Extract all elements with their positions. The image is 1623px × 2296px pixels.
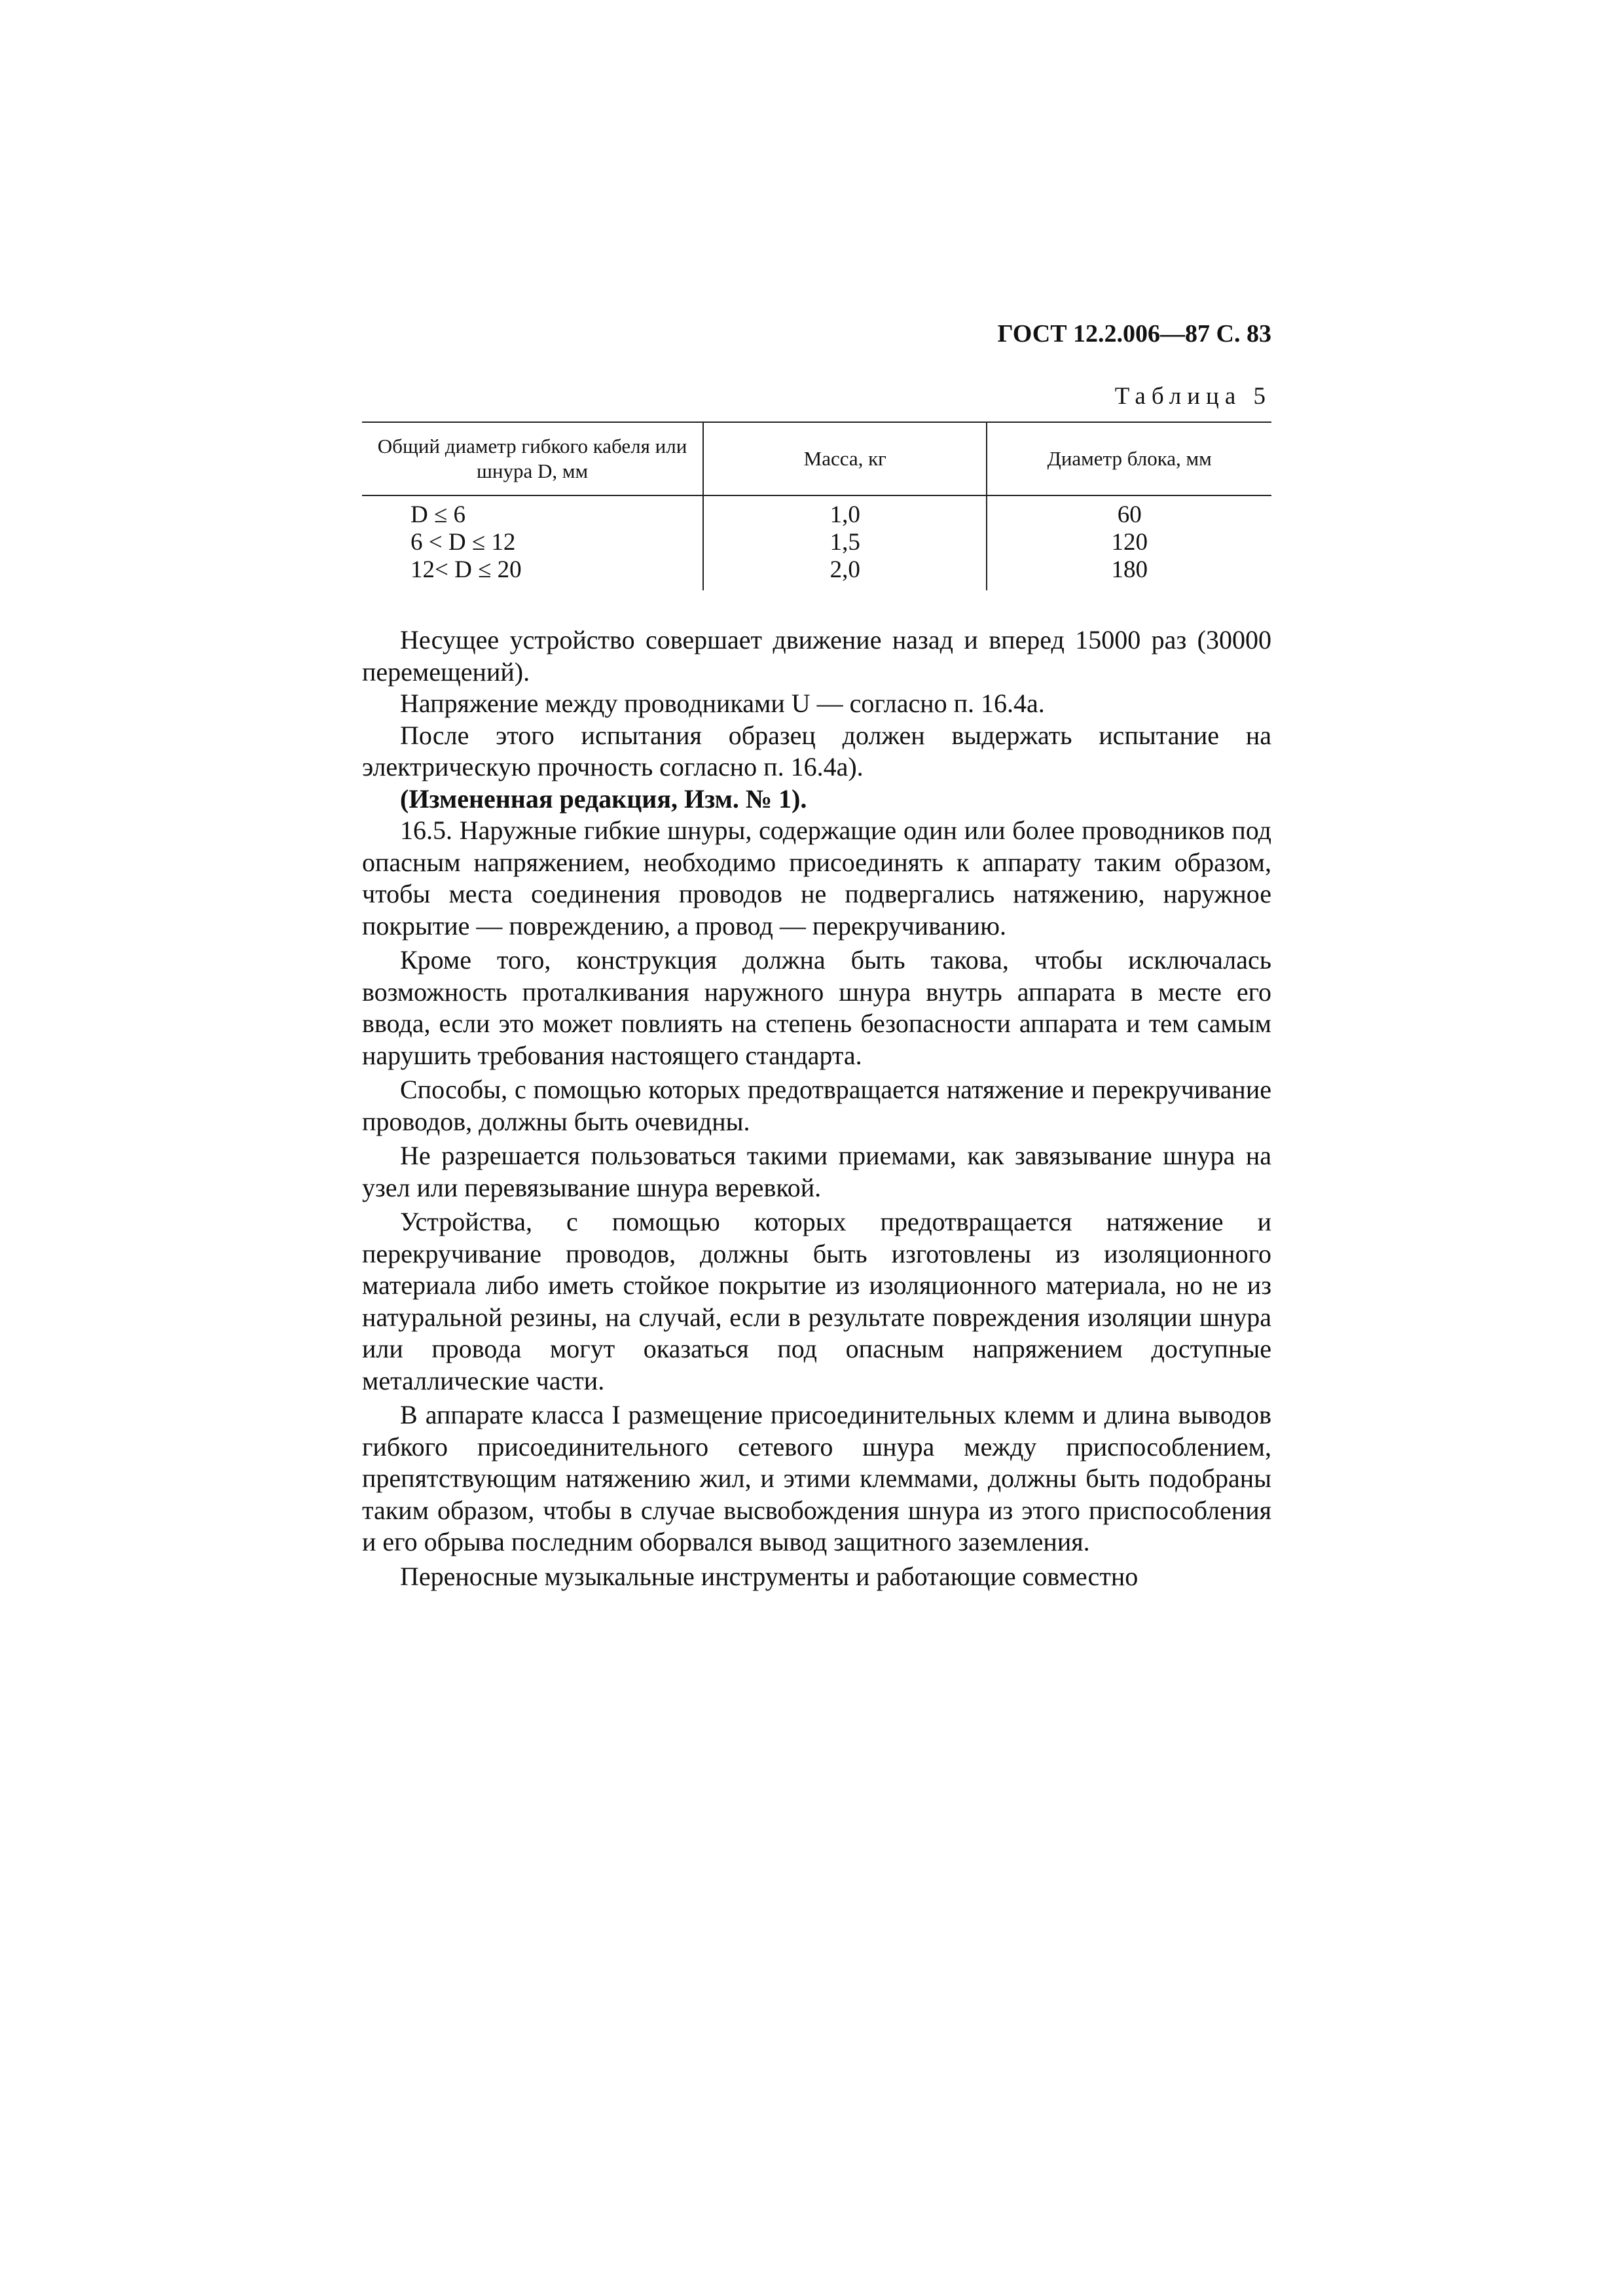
- table-caption: Таблица 5: [1114, 383, 1271, 410]
- column-header-mass: Масса, кг: [703, 422, 987, 495]
- paragraph: После этого испытания образец должен выдержать испытание на электрическую прочность согласно п. 16.4а).: [362, 720, 1271, 781]
- cell-mass: 1,5: [703, 529, 987, 556]
- table-row: [362, 556, 1271, 590]
- body-text: [362, 624, 1271, 1592]
- cell-condition: 12< D ≤ 20: [410, 556, 522, 583]
- paragraph: Напряжение между проводниками U — согласно п. 16.4а.: [400, 689, 1045, 718]
- table-row: [362, 529, 1271, 556]
- table-header-row: [362, 422, 1271, 495]
- paragraph: Несущее устройство совершает движение назад и вперед 15000 раз (30000 перемещений).: [362, 625, 1271, 687]
- cell-block-diameter: 60: [987, 495, 1271, 529]
- cell-condition: D ≤ 6: [410, 501, 466, 528]
- paragraph: Не разрешается пользоваться такими приемами, как завязывание шнура на узел или перевязывание шнура веревкой.: [362, 1141, 1271, 1202]
- running-header: ГОСТ 12.2.006—87 С. 83: [997, 320, 1271, 348]
- table-5: [362, 422, 1271, 590]
- cell-block-diameter: 120: [987, 529, 1271, 556]
- paragraph: Кроме того, конструкция должна быть такова, чтобы исключалась возможность проталкивания наружного шнура внутрь аппарата в месте его ввода, если это может повлиять на степень безопасности аппарата и тем самым нарушить требования настоящего стандарта.: [362, 945, 1271, 1070]
- column-header-cable-diameter: Общий диаметр гибкого кабеля или шнура D, мм: [362, 422, 703, 495]
- paragraph: Переносные музыкальные инструменты и работающие совместно: [400, 1561, 1139, 1591]
- cell-block-diameter: 180: [987, 556, 1271, 590]
- cell-condition: 6 < D ≤ 12: [410, 529, 516, 556]
- page-content: [362, 314, 1271, 1592]
- paragraph: Способы, с помощью которых предотвращается натяжение и перекручивание проводов, должны быть очевидны.: [362, 1075, 1271, 1136]
- column-header-block-diameter: Диаметр блока, мм: [987, 422, 1271, 495]
- cell-mass: 1,0: [703, 495, 987, 529]
- paragraph: В аппарате класса I размещение присоединительных клемм и длина выводов гибкого присоединительного сетевого шнура между приспособлением, препятствующим натяжению жил, и этими клеммами, должны быть подобраны таким образом, чтобы в случае высвобождения шнура из этого приспособления и его обрыва последним оборвался вывод защитного заземления.: [362, 1400, 1271, 1556]
- cell-mass: 2,0: [703, 556, 987, 590]
- paragraph: Устройства, с помощью которых предотвращается натяжение и перекручивание проводов, должны быть изготовлены из изоляционного материала либо иметь стойкое покрытие из изоляционного материала, но не из натуральной резины, на случай, если в результате повреждения изоляции шнура или провода могут оказаться под опасным напряжением доступные металлические части.: [362, 1207, 1271, 1395]
- table-row: [362, 495, 1271, 529]
- paragraph-section-16-5: 16.5. Наружные гибкие шнуры, содержащие один или более проводников под опасным напряжением, необходимо присоединять к аппарату таким образом, чтобы места соединения проводов не подвергались натяжению, наружное покрытие — повреждению, а провод — перекручиванию.: [362, 816, 1271, 941]
- amendment-note: (Измененная редакция, Изм. № 1).: [400, 783, 807, 814]
